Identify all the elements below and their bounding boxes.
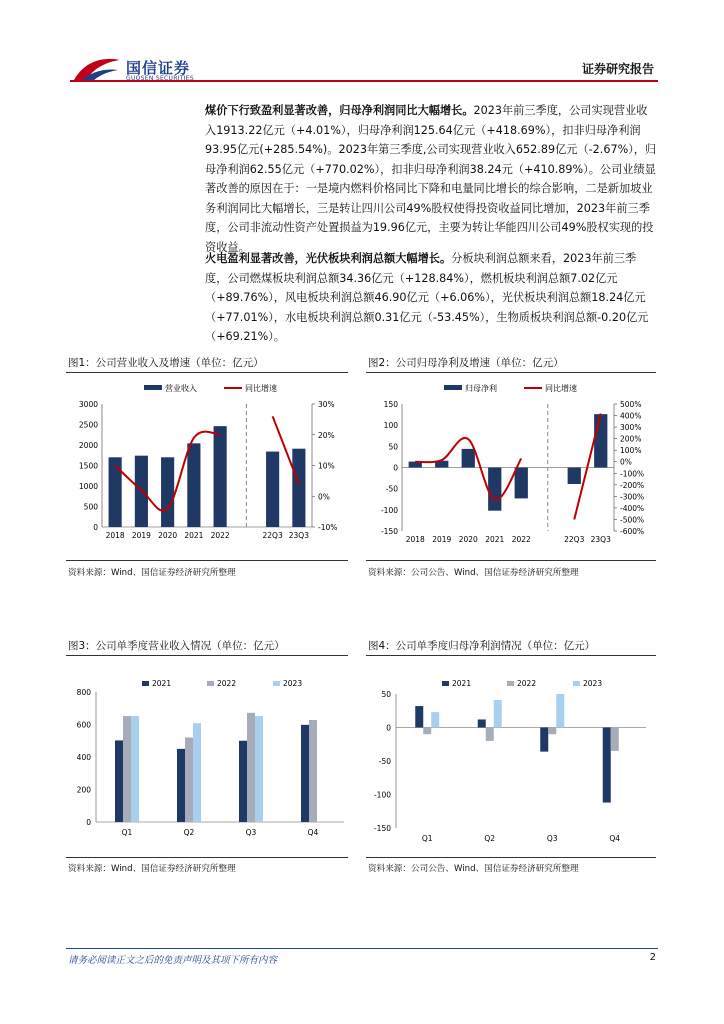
series-line	[415, 438, 521, 500]
y-tick-label: -100	[380, 505, 398, 515]
paragraph-lead: 火电盈利显著改善，光伏板块利润总额大幅增长。	[205, 252, 452, 265]
figure-1-title: 图1：公司营业收入及增速（单位：亿元）	[68, 357, 264, 369]
x-tick-label: 2021	[184, 531, 204, 540]
y2-tick-label: 500%	[620, 400, 642, 409]
y2-tick-label: 10%	[318, 461, 335, 471]
footer-divider	[66, 948, 658, 949]
bar	[478, 719, 486, 727]
paragraph-body: 2023年前三季度，公司实现营业收入1913.22亿元（+4.01%），归母净利润125.64亿元（+418.69%），扣非归母净利润93.95亿元(+285.54%)。2023年第三季度,公司实现营业收入652.89亿元（-2.67%），归母净利润62.55亿元（+770.02%），扣非归母净利润38.24元（+410.89%）。公司业绩显著改善的原因在于：一是境内燃料价格同比下降和电量同比增长的综合影响，二是新加坡业务利润同比大幅增长，三是转让四川公司49%股权使得投资收益同比增加，2023年前三季度，公司非流动性资产处置损益为19.96亿元，主要为转让华能四川公司49%股权实现的投资收益。	[205, 104, 657, 254]
x-tick-label: 2019	[432, 535, 452, 544]
figure-2-source: 资料来源：公司公告、Wind、国信证券经济研究所整理	[368, 568, 579, 578]
legend-swatch-2022	[207, 681, 214, 686]
y2-tick-label: -300%	[620, 492, 645, 502]
x-tick-label: 2022	[210, 531, 230, 540]
y-tick-label: 100	[383, 421, 398, 431]
header-divider	[70, 80, 658, 82]
x-tick-label: 23Q3	[590, 535, 611, 544]
legend-label-2022: 2022	[517, 679, 537, 688]
y-tick-label: 50	[381, 690, 391, 699]
bar	[115, 740, 123, 822]
legend-label-2023: 2023	[283, 679, 303, 688]
bar	[488, 468, 501, 511]
legend-label-revenue: 营业收入	[165, 384, 197, 393]
bar	[603, 728, 611, 803]
y-tick-label: 2500	[78, 420, 98, 430]
bar	[214, 426, 227, 527]
bar	[309, 720, 317, 822]
figure-1-chart	[66, 376, 350, 552]
y-tick-label: 800	[76, 688, 91, 697]
legend-swatch-revenue	[144, 385, 162, 390]
y-tick-label: 150	[383, 400, 398, 409]
y2-tick-label: -100%	[620, 469, 645, 479]
legend-label-growth: 同比增速	[545, 384, 577, 393]
bar	[239, 741, 247, 822]
y-tick-label: -50	[385, 484, 398, 494]
y2-tick-label: -400%	[620, 503, 645, 513]
bar	[301, 725, 309, 822]
bar	[568, 468, 581, 485]
bar	[193, 723, 201, 822]
x-tick-label: 2019	[131, 531, 151, 540]
logo-text-en: GUOSEN SECURITIES	[126, 75, 195, 82]
paragraph-lead: 煤价下行致盈利显著改善，归母净利润同比大幅增长。	[205, 104, 474, 117]
document-type: 证券研究报告	[581, 62, 654, 76]
bar	[611, 728, 619, 751]
y2-tick-label: -10%	[318, 523, 338, 532]
y2-tick-label: -600%	[620, 527, 645, 536]
bar	[187, 443, 200, 527]
bar	[185, 738, 193, 823]
x-tick-label: Q1	[121, 828, 133, 837]
disclaimer-note: 请务必阅读正文之后的免责声明及其项下所有内容	[68, 955, 278, 966]
bar	[423, 728, 431, 735]
x-tick-label: Q4	[609, 834, 621, 843]
figure-4-title: 图4：公司单季度归母净利润情况（单位：亿元）	[368, 640, 596, 652]
figure-rule	[366, 560, 656, 561]
x-tick-label: Q1	[421, 834, 433, 843]
figure-3-source: 资料来源：Wind、国信证券经济研究所整理	[68, 864, 236, 874]
y2-tick-label: 300%	[620, 423, 642, 433]
legend-label-2021: 2021	[152, 679, 172, 688]
y-tick-label: 0	[386, 723, 391, 733]
y2-tick-label: -500%	[620, 515, 645, 525]
y2-tick-label: 0%	[318, 492, 330, 502]
legend	[442, 679, 602, 688]
y2-tick-label: 30%	[318, 400, 335, 409]
y-tick-label: 3000	[78, 400, 98, 409]
bar	[494, 700, 502, 727]
legend-swatch-2021	[142, 681, 149, 686]
figure-4-source: 资料来源：公司公告、Wind、国信证券经济研究所整理	[368, 864, 579, 874]
y-tick-label: 2000	[78, 441, 98, 450]
x-tick-label: 22Q3	[564, 535, 585, 544]
x-tick-label: 2020	[458, 535, 478, 544]
x-tick-label: 2021	[485, 535, 505, 544]
legend-swatch-2023	[573, 681, 580, 686]
figure-rule	[366, 857, 656, 858]
x-tick-label: 2018	[405, 535, 425, 544]
bar	[161, 457, 174, 527]
x-tick-label: 23Q3	[288, 531, 309, 540]
y-tick-label: 0	[86, 818, 91, 827]
y2-tick-label: 400%	[620, 411, 642, 421]
bar	[266, 452, 279, 527]
x-tick-label: Q3	[245, 828, 257, 837]
paragraph-earnings	[205, 101, 657, 257]
y-tick-label: 1000	[78, 482, 98, 491]
legend-swatch-net-profit	[444, 385, 462, 390]
bar	[486, 728, 494, 741]
y2-tick-label: 20%	[318, 430, 335, 440]
figure-rule	[66, 372, 348, 373]
legend-swatch-2023	[273, 681, 280, 686]
bar	[540, 728, 548, 752]
bar	[431, 712, 439, 727]
legend-label-2023: 2023	[583, 679, 603, 688]
figure-rule	[66, 655, 348, 656]
y-tick-label: -150	[380, 527, 398, 536]
legend-swatch-2022	[507, 681, 514, 686]
legend	[144, 383, 277, 393]
x-tick-label: Q4	[307, 828, 319, 837]
figure-rule	[66, 857, 348, 858]
x-tick-label: 2018	[105, 531, 125, 540]
bar	[109, 457, 122, 527]
y2-tick-label: 0%	[620, 457, 632, 467]
figure-rule	[66, 560, 348, 561]
y-tick-label: 200	[76, 785, 91, 795]
y-tick-label: 400	[76, 753, 91, 762]
x-tick-label: 2022	[511, 535, 531, 544]
figure-rule	[366, 372, 656, 373]
bar	[415, 706, 423, 727]
logo-text-cn: 国信证券	[126, 59, 191, 77]
x-tick-label: 2020	[158, 531, 178, 540]
legend-label-net-profit: 归母净利	[465, 384, 497, 393]
y-tick-label: 50	[388, 442, 398, 452]
x-tick-label: 22Q3	[262, 531, 283, 540]
page-number: 2	[649, 952, 656, 963]
figure-3-chart	[66, 670, 350, 856]
y2-tick-label: 200%	[620, 434, 642, 444]
figure-4-chart	[366, 670, 656, 856]
y-tick-label: 0	[93, 523, 98, 532]
legend-label-growth: 同比增速	[245, 384, 277, 393]
paragraph-body: 分板块利润总额来看，2023年前三季度，公司燃煤板块利润总额34.36亿元（+128.84%），燃机板块利润总额7.02亿元（+89.76%），风电板块利润总额46.90亿元（+6.06%），光伏板块利润总额18.24亿元（+77.01%），水电板块利润总额0.31亿元（-53.45%），生物质板块利润总额-0.20亿元（+69.21%）。	[205, 252, 649, 343]
figure-2-title: 图2：公司归母净利及增速（单位：亿元）	[368, 357, 564, 369]
figure-1-source: 资料来源：Wind、国信证券经济研究所整理	[68, 568, 236, 578]
bar	[292, 449, 305, 527]
y-tick-label: -150	[373, 824, 391, 833]
legend-swatch-2021	[442, 681, 449, 686]
figure-3-title: 图3：公司单季度营业收入情况（单位：亿元）	[68, 640, 285, 652]
bar	[556, 694, 564, 728]
legend-label-2022: 2022	[217, 679, 237, 688]
figure-rule	[366, 655, 656, 656]
y-tick-label: 0	[393, 463, 398, 473]
x-tick-label: Q2	[484, 834, 496, 843]
y-tick-label: 1500	[78, 461, 98, 471]
x-tick-label: Q3	[546, 834, 558, 843]
bar	[548, 728, 556, 735]
x-tick-label: Q2	[183, 828, 195, 837]
y2-tick-label: -200%	[620, 480, 645, 490]
y-tick-label: 500	[83, 502, 98, 512]
bar	[515, 468, 528, 499]
y-tick-label: -50	[378, 757, 391, 766]
legend	[142, 679, 302, 688]
bar	[255, 716, 263, 822]
bar	[247, 713, 255, 822]
bar	[594, 414, 607, 467]
y2-tick-label: 100%	[620, 446, 642, 456]
bar	[462, 449, 475, 468]
paragraph-segments	[205, 249, 657, 347]
y-tick-label: -100	[373, 790, 391, 800]
bar	[177, 749, 185, 822]
figure-2-chart	[366, 376, 656, 552]
bar	[123, 716, 131, 822]
bar	[131, 716, 139, 822]
legend	[444, 383, 577, 393]
y-tick-label: 600	[76, 720, 91, 730]
legend-label-2021: 2021	[452, 679, 472, 688]
